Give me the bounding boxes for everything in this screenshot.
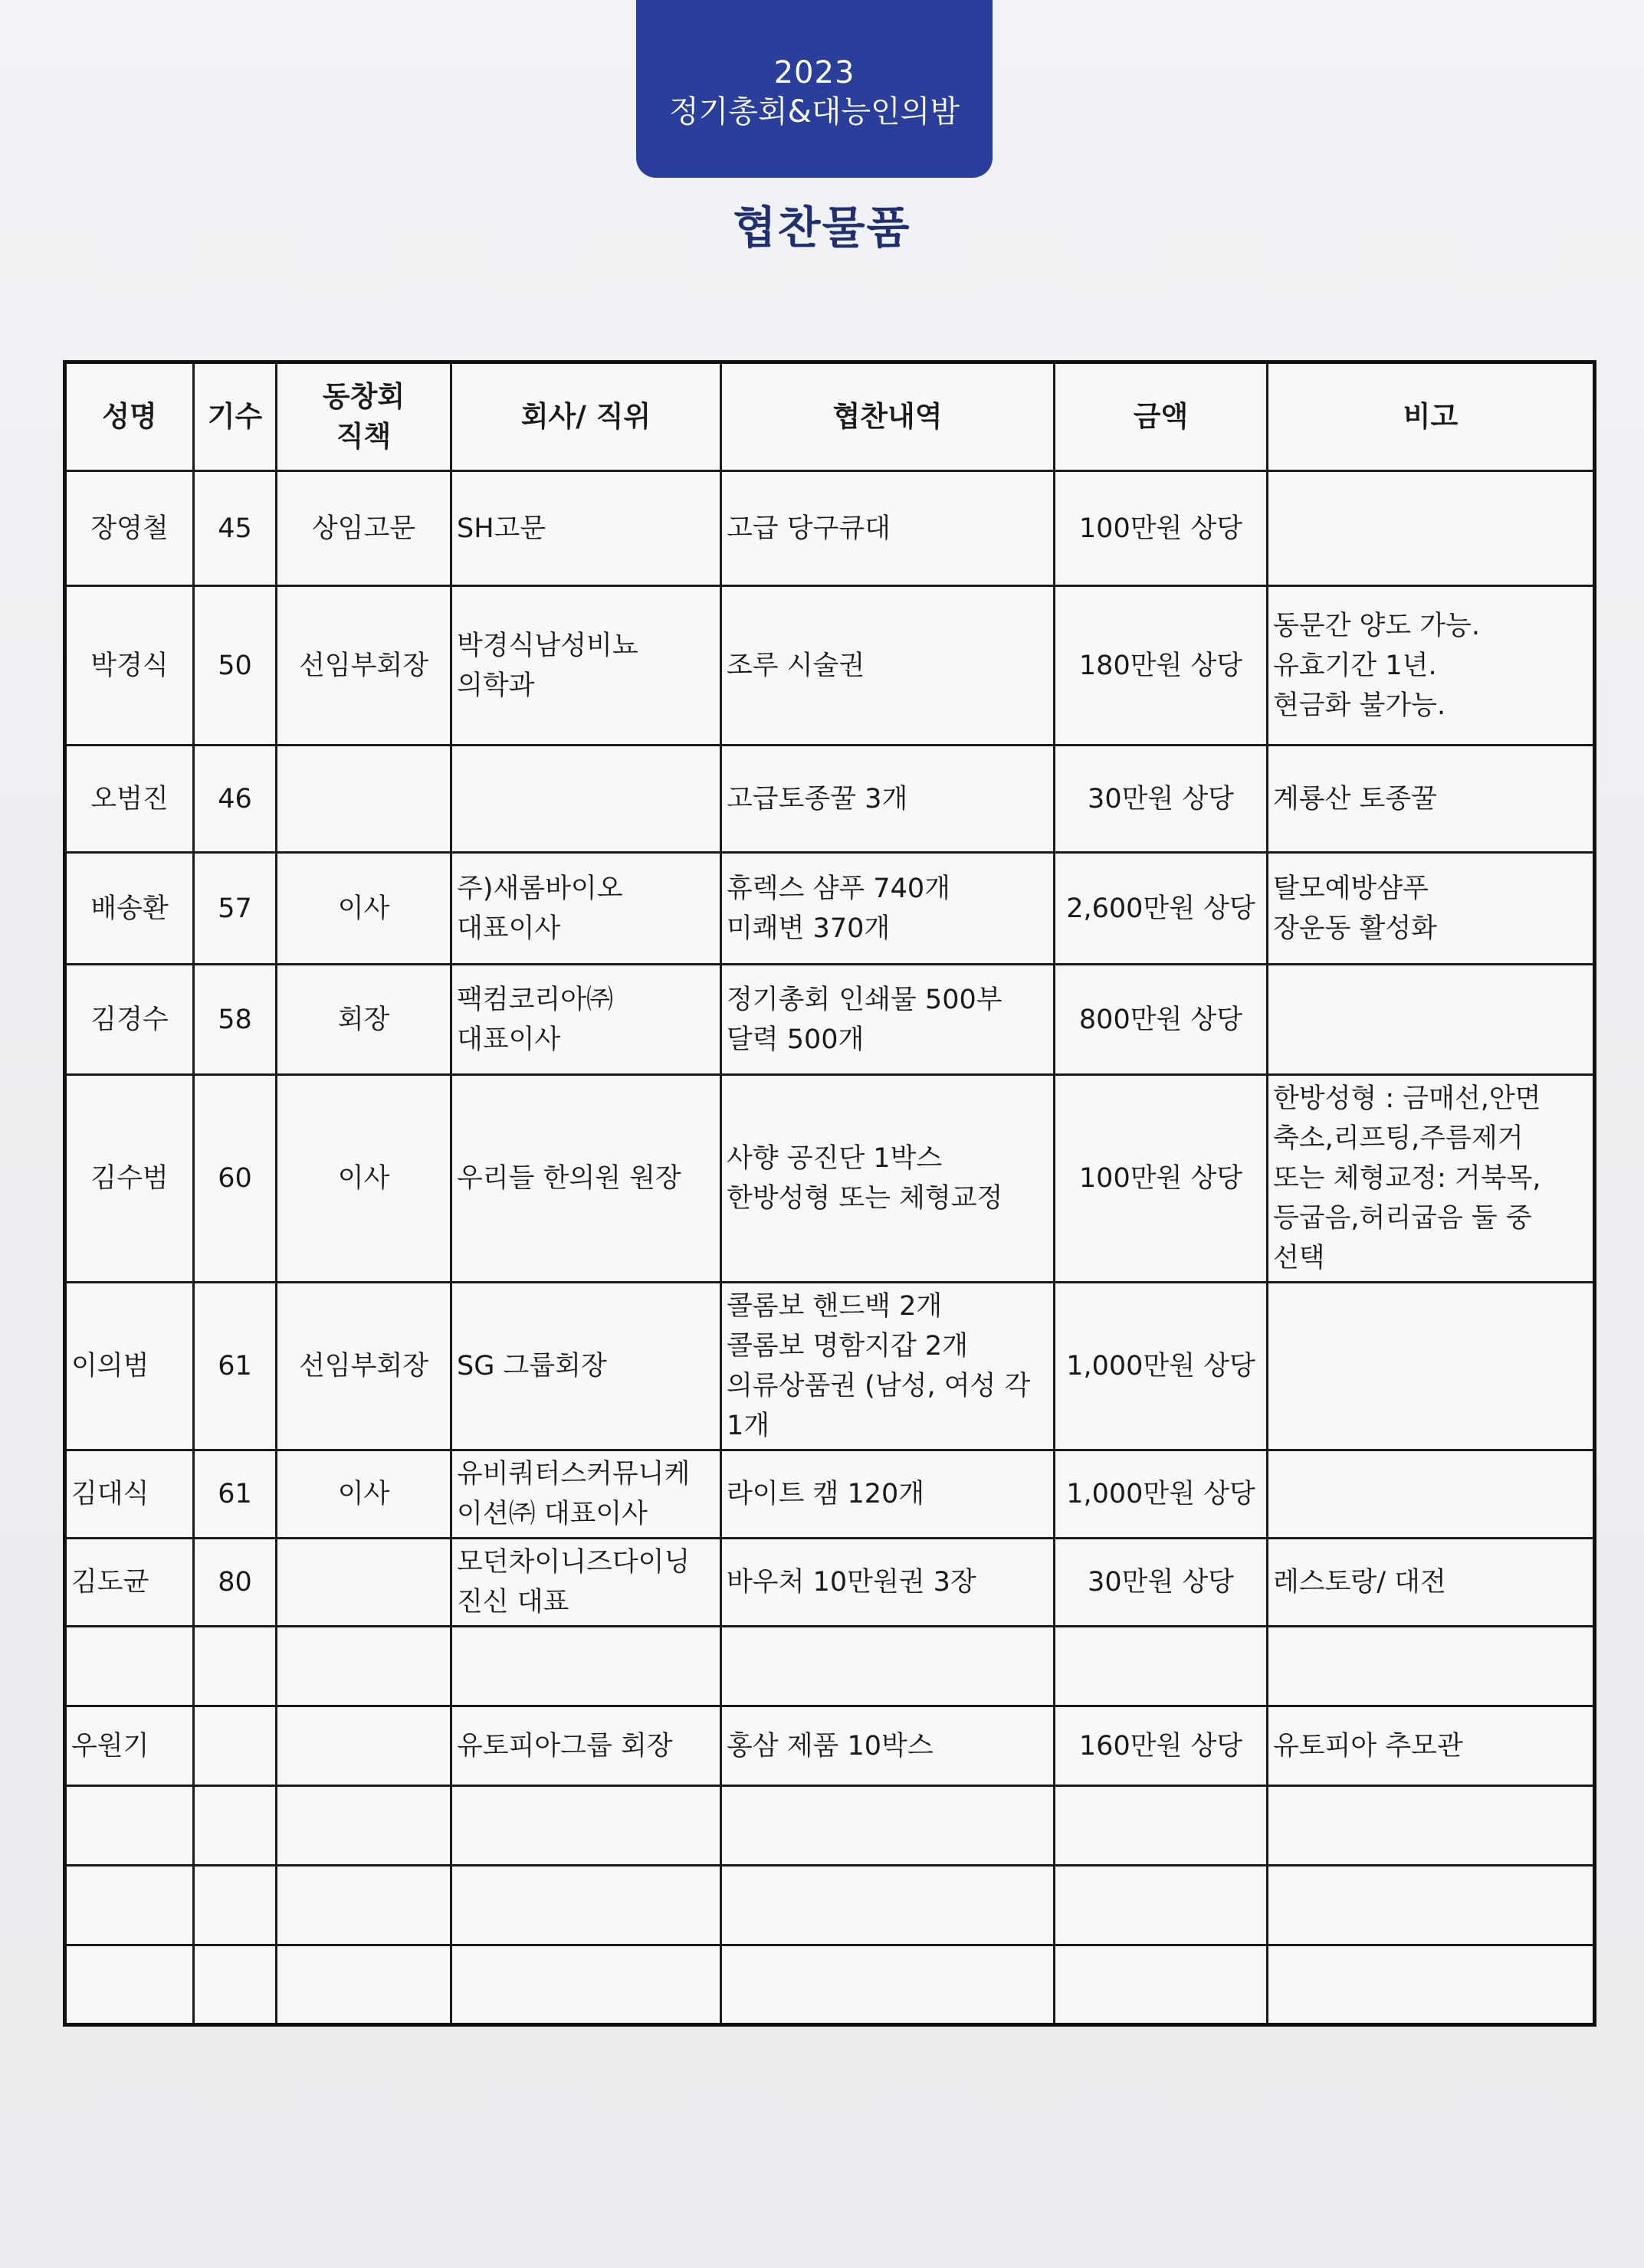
cell-note — [1268, 1786, 1595, 1866]
company-line: 팩컴코리아㈜ — [457, 984, 614, 1015]
company-line: 모던차이니즈다이닝 — [457, 1547, 691, 1578]
company-line: SH고문 — [457, 513, 546, 544]
cell-generation: 58 — [194, 965, 277, 1075]
cell-role: 선임부회장 — [277, 1283, 451, 1450]
note-line: 축소,리프팅,주름제거 — [1273, 1123, 1524, 1154]
cell-amount: 1,000만원 상당 — [1055, 1450, 1268, 1539]
cell-name: 김경수 — [65, 965, 194, 1075]
cell-generation — [194, 1706, 277, 1786]
cell-item — [721, 1539, 1055, 1627]
cell-note — [1268, 1283, 1595, 1450]
cell-generation: 61 — [194, 1283, 277, 1450]
cell-note — [1268, 471, 1595, 586]
cell-name: 배송환 — [65, 853, 194, 965]
table-header-row — [65, 362, 1595, 471]
page-title: 협찬물품 — [733, 202, 911, 254]
item-line: 콜롬보 핸드백 2개 — [727, 1291, 943, 1322]
company-line: 진신 대표 — [457, 1587, 569, 1617]
item-line: 홍삼 제품 10박스 — [727, 1730, 934, 1762]
table-row — [65, 1627, 1595, 1706]
cell-role: 회장 — [277, 965, 451, 1075]
company-line: 우리들 한의원 원장 — [457, 1163, 681, 1194]
cell-amount: 2,600만원 상당 — [1055, 853, 1268, 965]
cell-note — [1268, 853, 1595, 965]
cell-name: 박경식 — [65, 586, 194, 746]
item-line: 의류상품권 (남성, 여성 각 1개 — [727, 1371, 1031, 1441]
note-line: 한방성형 : 금매선,안면 — [1273, 1083, 1541, 1114]
cell-company — [451, 1627, 721, 1706]
company-line: 이션㈜ 대표이사 — [457, 1499, 648, 1529]
cell-role: 상임고문 — [277, 471, 451, 586]
cell-name: 김수범 — [65, 1075, 194, 1283]
item-line: 미쾌변 370개 — [727, 913, 891, 944]
company-line: 대표이사 — [457, 913, 561, 944]
cell-item — [721, 1945, 1055, 2025]
cell-amount: 100만원 상당 — [1055, 1075, 1268, 1283]
cell-amount: 100만원 상당 — [1055, 471, 1268, 586]
cell-item — [721, 471, 1055, 586]
table-row — [65, 1283, 1595, 1450]
company-line: 유토피아그룹 회장 — [457, 1730, 673, 1762]
note-line: 등굽음,허리굽음 둘 중 — [1273, 1203, 1532, 1234]
cell-name: 김대식 — [65, 1450, 194, 1539]
header-company: 회사/ 직위 — [451, 362, 721, 471]
event-year: 2023 — [773, 55, 855, 90]
cell-note — [1268, 1450, 1595, 1539]
cell-item — [721, 1450, 1055, 1539]
item-line: 라이트 캠 120개 — [727, 1479, 925, 1509]
cell-name: 우원기 — [65, 1706, 194, 1786]
item-line: 정기총회 인쇄물 500부 — [727, 984, 1002, 1015]
cell-generation — [194, 1627, 277, 1706]
cell-item — [721, 1627, 1055, 1706]
header-amount: 금액 — [1055, 362, 1268, 471]
cell-generation — [194, 1866, 277, 1945]
cell-company — [451, 1450, 721, 1539]
note-line: 동문간 양도 가능. — [1273, 610, 1481, 641]
table-row — [65, 1866, 1595, 1945]
cell-name: 김도균 — [65, 1539, 194, 1627]
cell-company — [451, 1283, 721, 1450]
company-line: 유비쿼터스커뮤니케 — [457, 1459, 691, 1490]
company-line: 박경식남성비뇨 — [457, 630, 638, 661]
header-item: 협찬내역 — [721, 362, 1055, 471]
cell-name — [65, 1866, 194, 1945]
cell-amount: 160만원 상당 — [1055, 1706, 1268, 1786]
table-row — [65, 586, 1595, 746]
cell-note — [1268, 746, 1595, 853]
cell-company — [451, 965, 721, 1075]
cell-generation: 50 — [194, 586, 277, 746]
company-line: 주)새롬바이오 — [457, 873, 623, 904]
cell-note — [1268, 1627, 1595, 1706]
cell-role: 선임부회장 — [277, 586, 451, 746]
cell-role — [277, 1539, 451, 1627]
cell-company — [451, 471, 721, 586]
table-row — [65, 746, 1595, 853]
cell-item — [721, 586, 1055, 746]
cell-generation — [194, 1786, 277, 1866]
note-line: 현금화 불가능. — [1273, 690, 1446, 721]
cell-note — [1268, 1075, 1595, 1283]
event-banner — [636, 0, 993, 178]
item-line: 콜롬보 명함지갑 2개 — [727, 1331, 968, 1362]
note-line: 유토피아 추모관 — [1273, 1730, 1463, 1762]
cell-item — [721, 1786, 1055, 1866]
cell-amount: 800만원 상당 — [1055, 965, 1268, 1075]
cell-name — [65, 1786, 194, 1866]
cell-note — [1268, 1945, 1595, 2025]
cell-generation: 61 — [194, 1450, 277, 1539]
item-line: 고급 당구큐대 — [727, 513, 891, 544]
header-name: 성명 — [65, 362, 194, 471]
item-line: 한방성형 또는 체형교정 — [727, 1183, 1003, 1214]
cell-company — [451, 1706, 721, 1786]
company-line: 의학과 — [457, 670, 535, 701]
table-row — [65, 471, 1595, 586]
cell-role: 이사 — [277, 1075, 451, 1283]
header-note: 비고 — [1268, 362, 1595, 471]
cell-note — [1268, 1539, 1595, 1627]
cell-note — [1268, 1866, 1595, 1945]
cell-role — [277, 1627, 451, 1706]
cell-name: 오범진 — [65, 746, 194, 853]
event-name: 정기총회&대능인의밤 — [669, 94, 960, 129]
header-generation: 기수 — [194, 362, 277, 471]
cell-item — [721, 1283, 1055, 1450]
note-line: 장운동 활성화 — [1273, 913, 1437, 944]
cell-amount — [1055, 1945, 1268, 2025]
cell-role — [277, 1706, 451, 1786]
note-line: 또는 체형교정: 거북목, — [1273, 1163, 1541, 1194]
table-row — [65, 1539, 1595, 1627]
cell-name — [65, 1627, 194, 1706]
cell-company — [451, 853, 721, 965]
cell-amount: 180만원 상당 — [1055, 586, 1268, 746]
cell-company — [451, 1075, 721, 1283]
note-line: 탈모예방샴푸 — [1273, 873, 1429, 904]
cell-item — [721, 1075, 1055, 1283]
note-line: 선택 — [1273, 1243, 1325, 1273]
table-row — [65, 1450, 1595, 1539]
cell-role — [277, 1866, 451, 1945]
table-row — [65, 853, 1595, 965]
cell-note — [1268, 586, 1595, 746]
cell-generation: 80 — [194, 1539, 277, 1627]
cell-amount — [1055, 1866, 1268, 1945]
cell-amount: 30만원 상당 — [1055, 746, 1268, 853]
cell-company — [451, 1786, 721, 1866]
table-row — [65, 1786, 1595, 1866]
cell-company — [451, 1866, 721, 1945]
cell-item — [721, 746, 1055, 853]
item-line: 조루 시술권 — [727, 650, 865, 681]
table-row — [65, 965, 1595, 1075]
item-line: 휴렉스 샴푸 740개 — [727, 873, 950, 904]
company-line: 대표이사 — [457, 1024, 561, 1055]
cell-amount: 30만원 상당 — [1055, 1539, 1268, 1627]
cell-generation: 46 — [194, 746, 277, 853]
cell-amount: 1,000만원 상당 — [1055, 1283, 1268, 1450]
cell-item — [721, 1706, 1055, 1786]
cell-note — [1268, 1706, 1595, 1786]
item-line: 고급토종꿀 3개 — [727, 783, 908, 814]
header-role-line1: 동창회 — [322, 380, 405, 413]
cell-role: 이사 — [277, 853, 451, 965]
cell-name: 장영철 — [65, 471, 194, 586]
table-row — [65, 1945, 1595, 2025]
cell-generation: 57 — [194, 853, 277, 965]
cell-company — [451, 746, 721, 853]
cell-company — [451, 586, 721, 746]
sponsorship-table — [63, 360, 1596, 2027]
cell-amount — [1055, 1627, 1268, 1706]
cell-item — [721, 965, 1055, 1075]
cell-role: 이사 — [277, 1450, 451, 1539]
cell-name — [65, 1945, 194, 2025]
cell-name: 이의범 — [65, 1283, 194, 1450]
table-row — [65, 1706, 1595, 1786]
cell-generation — [194, 1945, 277, 2025]
cell-generation: 60 — [194, 1075, 277, 1283]
cell-company — [451, 1539, 721, 1627]
note-line: 계룡산 토종꿀 — [1273, 783, 1437, 814]
cell-item — [721, 853, 1055, 965]
header-role — [277, 362, 451, 471]
cell-role — [277, 746, 451, 853]
item-line: 달력 500개 — [727, 1024, 865, 1055]
cell-note — [1268, 965, 1595, 1075]
item-line: 사향 공진단 1박스 — [727, 1143, 943, 1174]
cell-role — [277, 1786, 451, 1866]
header-role-line2: 직책 — [336, 420, 392, 453]
note-line: 유효기간 1년. — [1273, 650, 1437, 681]
table-row — [65, 1075, 1595, 1283]
note-line: 레스토랑/ 대전 — [1273, 1567, 1446, 1598]
cell-role — [277, 1945, 451, 2025]
company-line: SG 그룹회장 — [457, 1351, 607, 1381]
cell-generation: 45 — [194, 471, 277, 586]
cell-amount — [1055, 1786, 1268, 1866]
item-line: 바우처 10만원권 3장 — [727, 1567, 976, 1598]
cell-item — [721, 1866, 1055, 1945]
cell-company — [451, 1945, 721, 2025]
